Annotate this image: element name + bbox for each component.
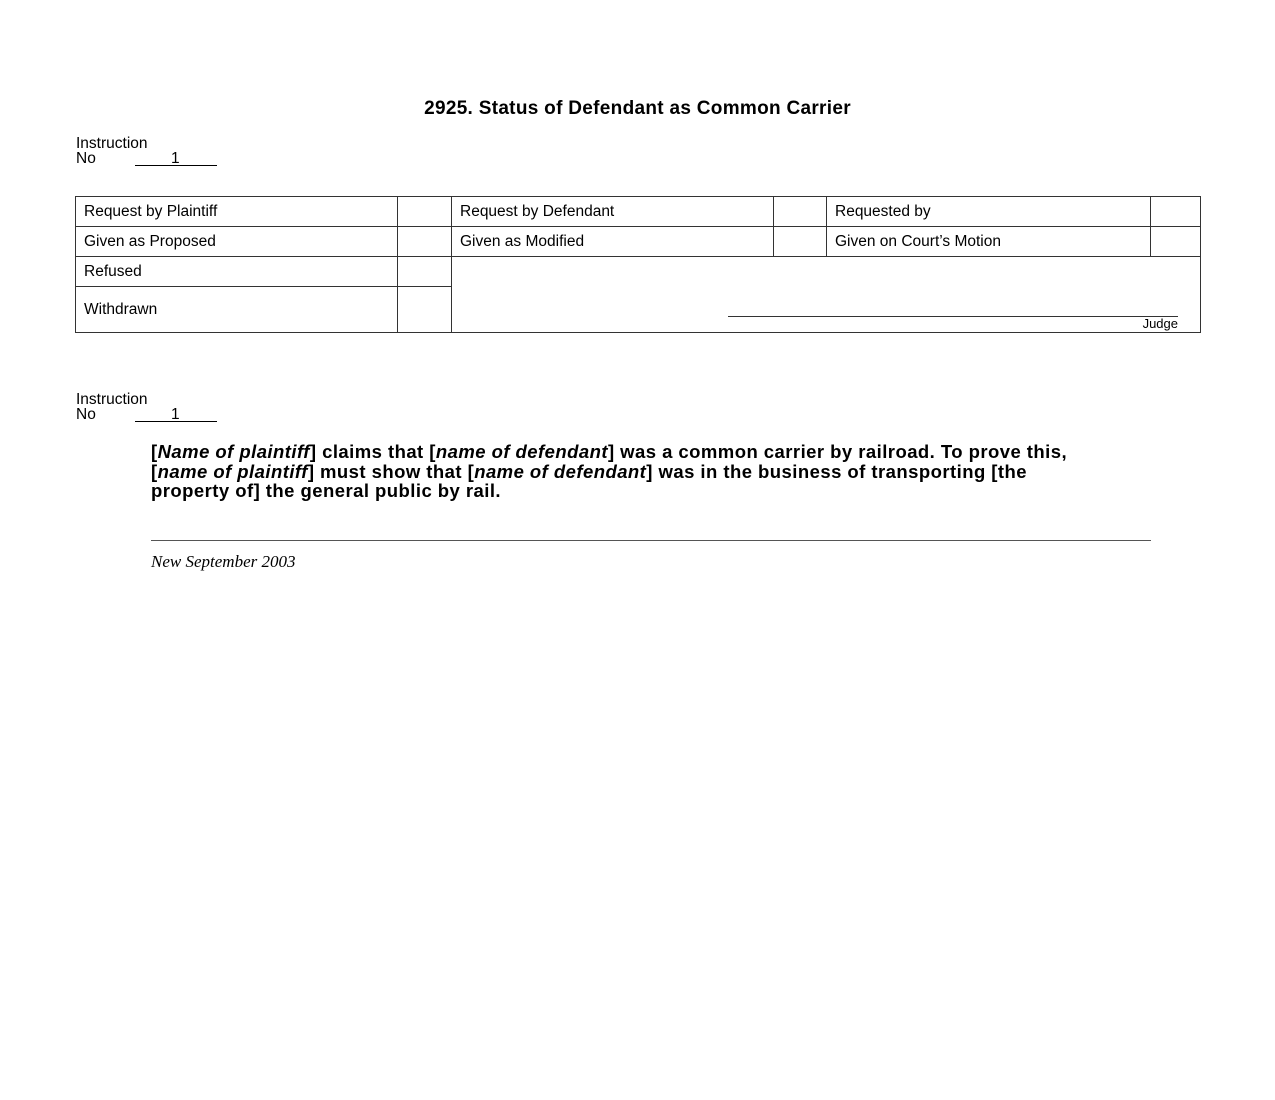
refused-box[interactable] (398, 257, 452, 287)
requested-by-box[interactable] (1151, 197, 1201, 227)
placeholder-name-of-defendant: name of defendant (435, 441, 608, 462)
requested-by-label: Requested by (827, 197, 1151, 227)
instruction-no-label: No (76, 150, 96, 167)
instruction-number-block-bottom (76, 392, 217, 422)
revision-history: New September 2003 (151, 552, 296, 571)
instruction-number-block-top (76, 136, 217, 166)
placeholder-name-of-defendant: name of defendant (474, 460, 647, 482)
given-as-proposed-box[interactable] (398, 227, 452, 257)
instruction-label: Instruction (76, 391, 148, 408)
request-by-defendant-label: Request by Defendant (452, 197, 774, 227)
placeholder-name-of-plaintiff: Name of plaintiff (157, 441, 310, 462)
instruction-no-label: No (76, 406, 96, 423)
placeholder-name-of-plaintiff: name of plaintiff (157, 460, 308, 482)
request-by-plaintiff-label: Request by Plaintiff (76, 197, 398, 227)
given-as-proposed-label: Given as Proposed (76, 227, 398, 257)
page-title: 2925. Status of Defendant as Common Carrier (424, 98, 851, 119)
judge-signature-line[interactable] (728, 316, 1178, 317)
instruction-body-text: [Name of plaintiff] claims that [name of defendant] was a common carrier by railroad. To prove this, [name of plaintiff] must show that [name of defendant] was in the business of transporting [the property of] the general public by rail. (151, 441, 1068, 501)
given-on-courts-motion-box[interactable] (1151, 227, 1201, 257)
given-as-modified-box[interactable] (774, 227, 827, 257)
given-on-courts-motion-label: Given on Court’s Motion (827, 227, 1151, 257)
judge-signature-area (452, 257, 1201, 333)
request-by-plaintiff-box[interactable] (398, 197, 452, 227)
given-as-modified-label: Given as Modified (452, 227, 774, 257)
instruction-label: Instruction (76, 135, 148, 152)
withdrawn-box[interactable] (398, 287, 452, 333)
request-by-defendant-box[interactable] (774, 197, 827, 227)
refused-label: Refused (76, 257, 398, 287)
instruction-number-field[interactable]: 1 (135, 408, 217, 422)
instruction-number-field[interactable]: 1 (135, 152, 217, 166)
withdrawn-label: Withdrawn (76, 287, 398, 333)
section-divider (151, 540, 1151, 541)
instruction-status-form (75, 196, 1201, 333)
judge-label: Judge (1142, 316, 1178, 331)
